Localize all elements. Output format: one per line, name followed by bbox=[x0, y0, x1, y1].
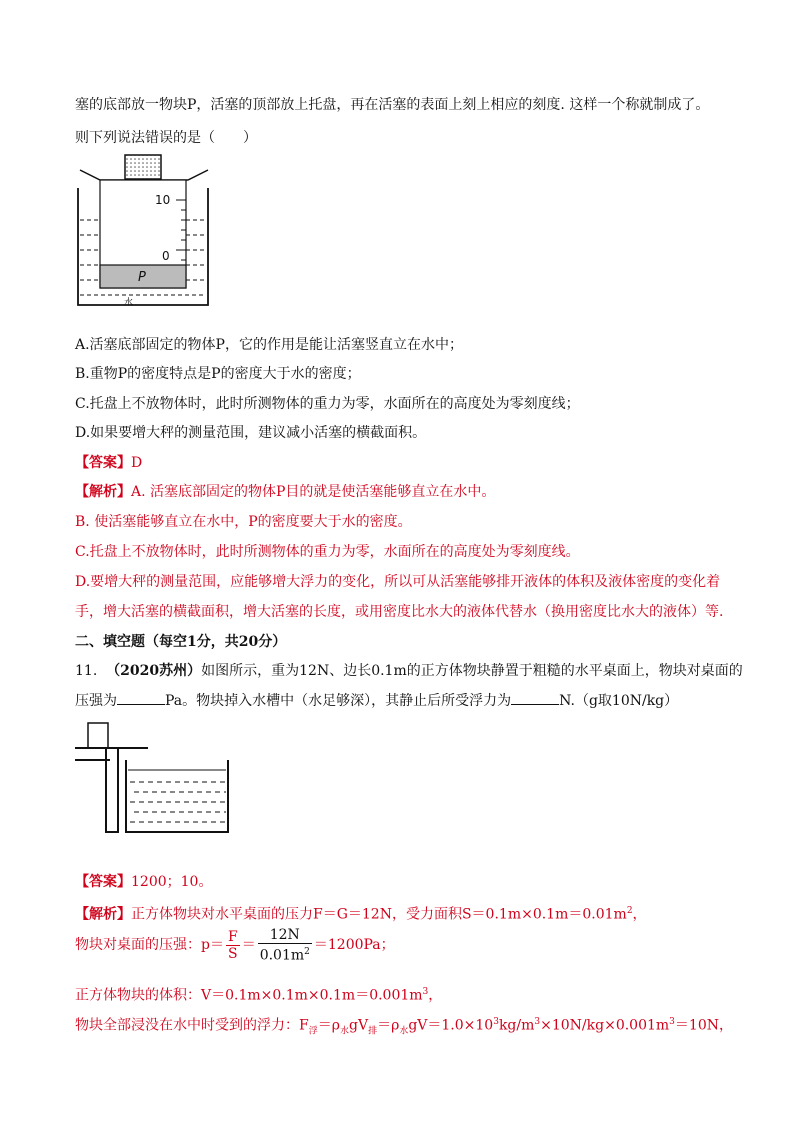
option-d: D.如果要增大秤的测量范围，建议减小活塞的横截面积。 bbox=[75, 425, 427, 441]
analysis-1-line-2: B. 使活塞能够直立在水中，P的密度要大于水的密度。 bbox=[75, 514, 412, 530]
answer-2-value: 1200；10。 bbox=[131, 874, 213, 890]
t: ＝ρ bbox=[317, 1017, 340, 1034]
q11-number: 11. bbox=[75, 663, 98, 679]
cube-block bbox=[88, 723, 108, 748]
t: kg/m bbox=[498, 1017, 535, 1034]
answer-2-tag: 【答案】 bbox=[75, 874, 131, 890]
t: gV＝1.0×10 bbox=[408, 1017, 494, 1034]
intro-line-1: 塞的底部放一物块P，活塞的顶部放上托盘，再在活塞的表面上刻上相应的刻度. 这样一个称就制成了。 bbox=[75, 97, 710, 113]
object-p-label: P bbox=[138, 270, 146, 285]
analysis-1-line-3: C.托盘上不放物体时，此时所测物体的重力为零，水面所在的高度处为零刻度线。 bbox=[75, 544, 580, 560]
q11-text-b: Pa。物块掉入水槽中（水足够深），其静止后所受浮力为 bbox=[165, 693, 512, 709]
q11-line-1 bbox=[75, 661, 743, 681]
t: ＝10N， bbox=[674, 1017, 733, 1034]
table-tank-figure bbox=[70, 720, 240, 840]
analysis-2-line-1 bbox=[75, 901, 647, 925]
analysis-2-line-4 bbox=[75, 1012, 733, 1041]
frac-den-2-text: 0.01m bbox=[259, 947, 305, 964]
analysis-2-tag: 【解析】 bbox=[75, 906, 131, 923]
fraction-f-s bbox=[226, 929, 240, 962]
analysis-1-line-5: 手，增大活塞的横截面积，增大活塞的长度，或用密度比水大的液体代替水（换用密度比水大的液体）等. bbox=[75, 604, 724, 620]
answer-tag: 【答案】 bbox=[75, 455, 131, 471]
analysis-1-line-1 bbox=[75, 482, 495, 502]
answer-2 bbox=[75, 872, 212, 892]
frac-den: S bbox=[228, 945, 238, 962]
t: gV bbox=[348, 1017, 369, 1034]
q11-text: 如图所示，重为12N、边长0.1m的正方体物块静置于粗糙的水平桌面上，物块对桌面的 bbox=[201, 663, 743, 679]
sub: 排 bbox=[368, 1026, 378, 1037]
blank-buoyancy[interactable] bbox=[511, 690, 559, 705]
fraction-values bbox=[258, 927, 312, 964]
t: ×10N/kg×0.001m bbox=[540, 1017, 670, 1034]
answer-value: D bbox=[131, 455, 143, 471]
volume-text: 正方体物块的体积：V＝0.1m×0.1m×0.1m＝0.001m bbox=[75, 987, 423, 1004]
option-a: A.活塞底部固定的物体P，它的作用是能让活塞竖直立在水中； bbox=[75, 337, 463, 353]
analysis-1-line-4: D.要增大秤的测量范围，应能够增大浮力的变化，所以可从活塞能够排开液体的体积及液体密度的变化着 bbox=[75, 574, 721, 590]
sub: 水 bbox=[339, 1026, 349, 1037]
sup: 2 bbox=[304, 946, 310, 957]
blank-pressure[interactable] bbox=[117, 690, 165, 705]
sup: 3 bbox=[422, 987, 429, 997]
answer-1 bbox=[75, 453, 142, 473]
q11-line-2 bbox=[75, 690, 678, 711]
frac-num-2: 12N bbox=[258, 927, 312, 944]
punct: ， bbox=[428, 987, 443, 1004]
scale-label-0: 0 bbox=[162, 249, 170, 263]
option-c: C.托盘上不放物体时，此时所测物体的重力为零，水面所在的高度处为零刻度线； bbox=[75, 396, 580, 412]
piston-scale-figure bbox=[70, 150, 220, 315]
tray-weight bbox=[125, 155, 161, 179]
pressure-label: 物块对桌面的压强：p＝ bbox=[75, 937, 224, 953]
analysis-tag: 【解析】 bbox=[75, 484, 131, 500]
t: ＝ρ bbox=[377, 1017, 400, 1034]
analysis-2-text-1: 正方体物块对水平桌面的压力F＝G＝12N，受力面积S＝0.1m×0.1m＝0.01m bbox=[131, 906, 627, 923]
q11-text-a: 压强为 bbox=[75, 693, 117, 709]
analysis-2-line-2 bbox=[75, 925, 395, 965]
sup: 2 bbox=[626, 906, 633, 916]
sup: 3 bbox=[534, 1017, 541, 1027]
sub: 水 bbox=[399, 1026, 409, 1037]
water-tank bbox=[126, 760, 228, 832]
equals: ＝ bbox=[241, 937, 256, 953]
analysis-text: A. 活塞底部固定的物体P目的就是使活塞能够直立在水中。 bbox=[131, 484, 496, 500]
water-label: 水 bbox=[124, 298, 134, 308]
sub: 浮 bbox=[308, 1026, 318, 1037]
sup: 3 bbox=[669, 1017, 675, 1027]
t: 物块全部浸没在水中时受到的浮力：F bbox=[75, 1017, 309, 1034]
q11-source: （2020苏州） bbox=[106, 663, 202, 679]
frac-num: F bbox=[227, 928, 238, 945]
punct: ， bbox=[632, 906, 647, 923]
pressure-result: ＝1200Pa； bbox=[313, 937, 395, 953]
section-2-title: 二、填空题（每空1分，共20分） bbox=[75, 634, 287, 650]
analysis-2-line-3 bbox=[75, 982, 442, 1006]
frac-den-2 bbox=[258, 944, 312, 964]
q11-text-c: N.（g取10N/kg） bbox=[559, 693, 679, 709]
option-b: B.重物P的密度特点是P的密度大于水的密度； bbox=[75, 366, 361, 382]
intro-line-2: 则下列说法错误的是（ ） bbox=[75, 130, 257, 146]
sup: 3 bbox=[493, 1017, 499, 1027]
scale-label-10: 10 bbox=[155, 193, 171, 207]
